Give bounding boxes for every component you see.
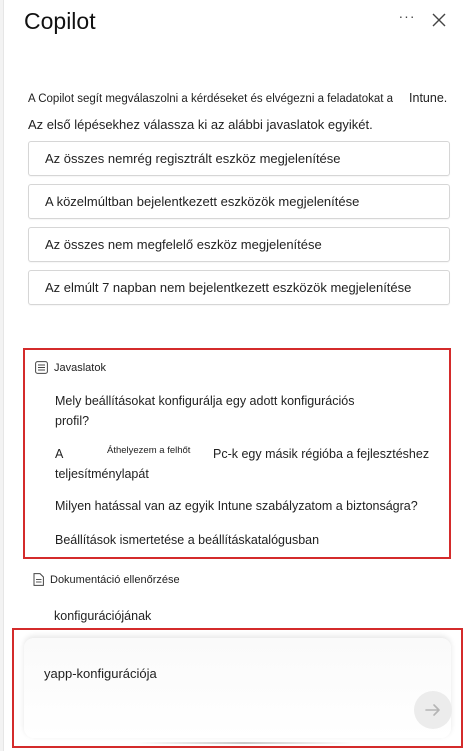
prompt-button-recent-checkin[interactable]: A közelmúltban bejelentkezett eszközök megjelenítése — [28, 184, 450, 219]
suggestions-heading — [35, 361, 106, 374]
prompt-button-no-checkin-7days[interactable]: Az elmúlt 7 napban nem bejelentkezett eszközök megjelenítése — [28, 270, 450, 305]
intro-text-product: Intune. — [409, 91, 448, 105]
ellipsis-icon: ··· — [398, 8, 416, 24]
composer-divider — [134, 742, 354, 744]
documentation-heading-label: Dokumentáció ellenőrzése — [50, 573, 180, 586]
suggestions-heading-label: Javaslatok — [54, 361, 106, 374]
arrow-right-icon — [423, 700, 443, 720]
list-icon — [35, 361, 48, 374]
intro-text — [28, 91, 447, 105]
suggestion-item-policy-impact[interactable]: Milyen hatással van az egyik Intune szabályzatom a biztonságra? — [55, 499, 418, 513]
suggestion-item-text: Áthelyezem a felhőt — [107, 445, 191, 456]
panel-title: Copilot — [24, 8, 96, 34]
documentation-item[interactable]: konfigurációjának — [54, 609, 152, 623]
prompt-button-noncompliant[interactable]: Az összes nem megfelelő eszköz megjelenítése — [28, 227, 450, 262]
suggestions-section — [23, 348, 451, 559]
suggestion-item-text: A — [55, 447, 64, 461]
chat-composer — [24, 638, 451, 738]
chat-input-section — [12, 628, 463, 748]
send-button[interactable] — [414, 691, 452, 729]
suggestion-item-text: teljesítménylapát — [55, 467, 149, 481]
suggestion-item-text: Mely beállításokat konfigurálja egy adott konfigurációs — [55, 394, 355, 408]
suggestion-item-text: Pc-k egy másik régióba a fejlesztéshez — [213, 447, 430, 461]
suggestion-item-text: profil? — [55, 414, 90, 428]
intro-text-main: A Copilot segít megválaszolni a kérdéseket és elvégezni a feladatokat a — [28, 93, 394, 105]
documentation-heading — [33, 573, 180, 586]
suggestion-item-profile-settings[interactable] — [55, 391, 354, 431]
prompt-button-recent-enrolled[interactable]: Az összes nemrég regisztrált eszköz megjelenítése — [28, 141, 450, 176]
suggestion-item-settings-catalog[interactable]: Beállítások ismertetése a beállításkatalógusban — [55, 533, 320, 547]
panel-edge — [0, 0, 4, 751]
more-options-button[interactable] — [396, 8, 418, 30]
chat-input[interactable] — [44, 666, 384, 681]
close-button[interactable] — [429, 10, 449, 30]
document-icon — [33, 573, 44, 586]
close-icon — [429, 10, 449, 30]
intro-instruction: Az első lépésekhez válassza ki az alábbi javaslatok egyikét. — [28, 117, 373, 132]
